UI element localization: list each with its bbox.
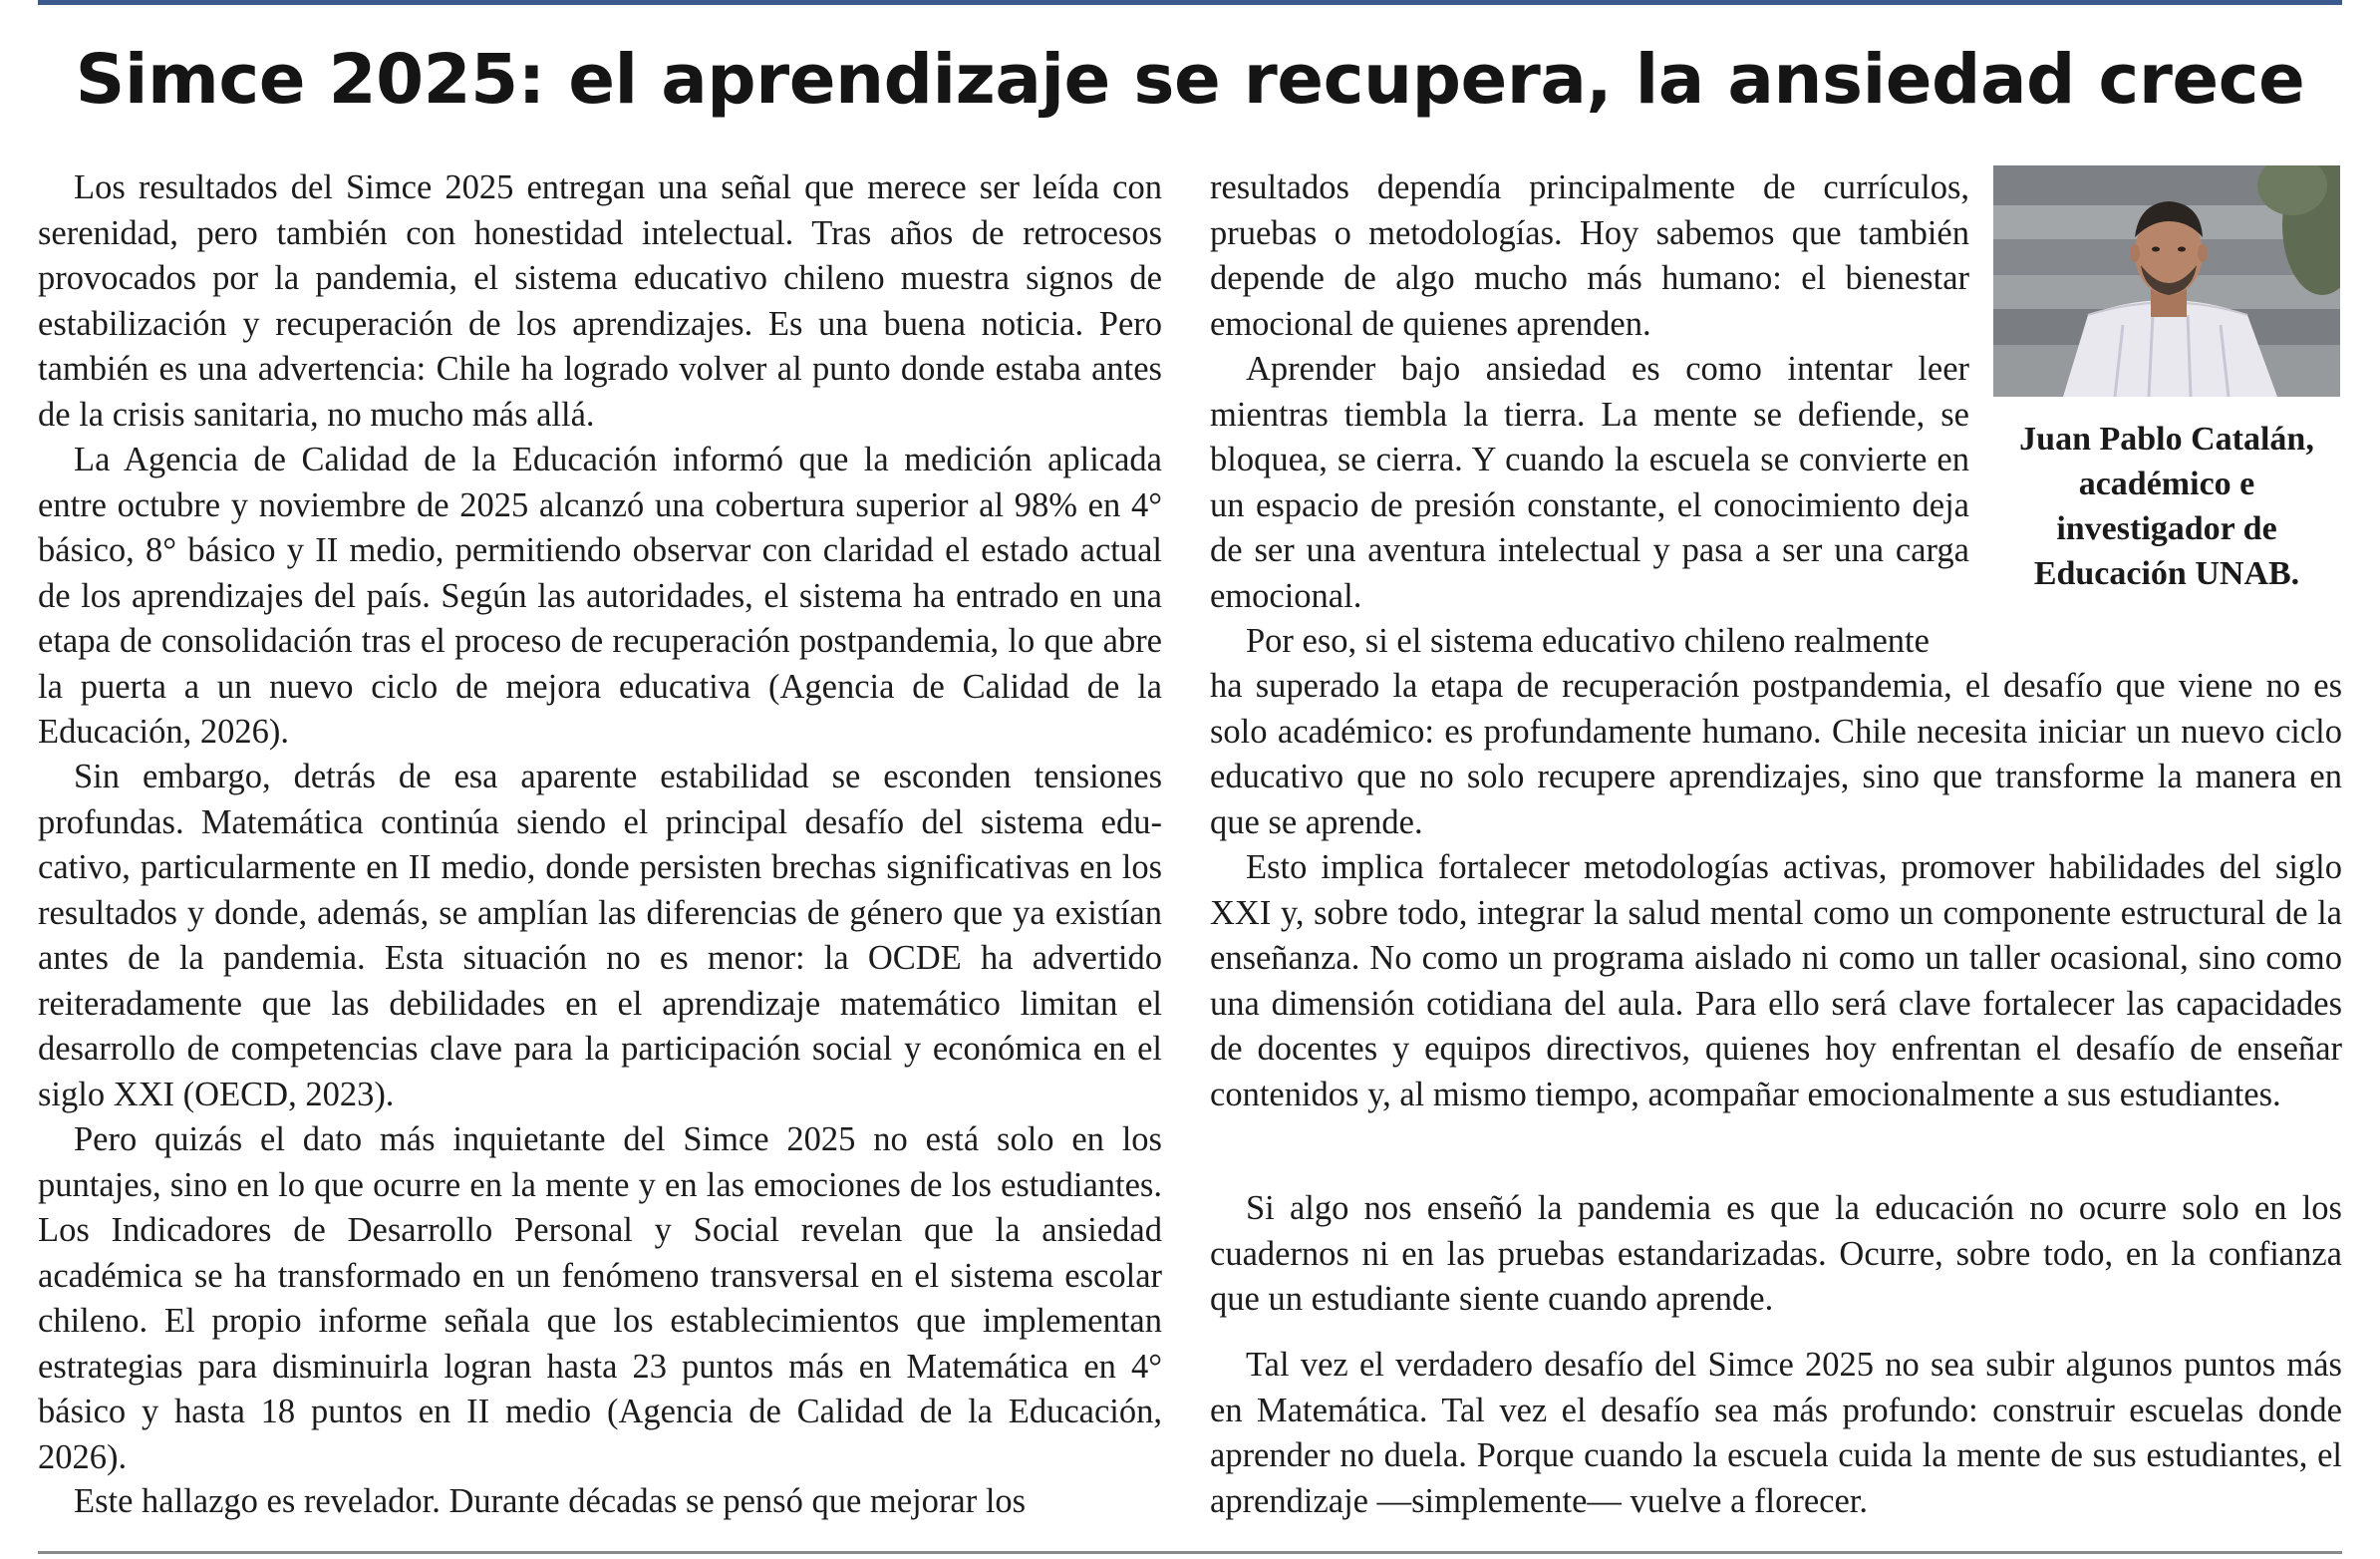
paragraph-3: Sin embargo, detrás de esa aparente estabilidad se esconden tensiones profundas. Matemática continúa siendo el principal desafío del sistema educativo, particularmente en II medio, donde persisten brechas significativas en los resultados y donde, además, se amplían las diferencias de género que ya existían antes de la pandemia. Esta situación no es menor: la OCDE ha advertido reiteradamente que las debilidades en el aprendizaje matemático limitan el desarrollo de competencias clave para la participación social y económica en el siglo XXI (OECD, 2023). xyxy=(38,758,1162,1113)
paragraph-4: Pero quizás el dato más inquietante del Simce 2025 no está solo en los puntajes, sino en lo que ocurre en la mente y en las emociones de los estudiantes. Los Indicadores de Desarrollo Personal y Social revelan que la ansiedad académica se ha transformado en un fenómeno transversal en el sistema escolar chileno. El propio informe señala que los establecimientos que implementan estrategias para disminuirla logran hasta 23 puntos más en Matemática en 4° básico y hasta 18 puntos en II medio (Agencia de Calidad de la Educación, 2026). xyxy=(38,1120,1162,1476)
author-role-line-3: Educación UNAB. xyxy=(2033,555,2300,592)
paragraph-2: La Agencia de Calidad de la Educación informó que la medición aplicada entre octubre y noviembre de 2025 alcanzó una cobertura superior al 98% en 4° básico, 8° básico y II medio, permitiendo observar con claridad el estado actual de los aprendizajes del país. Según las autoridades, el sistema ha entrado en una etapa de consolidación tras el proceso de recuperación postpandemia, lo que abre la puerta a un nuevo ciclo de mejora educativa (Agencia de Calidad de la Educación, 2026). xyxy=(38,441,1162,751)
author-photo xyxy=(1993,165,2340,397)
author-role-line-2: investigador de xyxy=(2056,510,2277,547)
paragraph-11: Si algo nos enseñó la pandemia es que la educación no ocurre solo en los cuadernos ni en las pruebas estandarizadas. Ocurre, sobre todo, en la confianza que un estudiante siente cuando aprende. xyxy=(1210,1189,2342,1318)
author-name: Juan Pablo Catalán, xyxy=(2019,421,2314,458)
author-role-line-1: académico e xyxy=(2078,466,2255,502)
paragraph-9: ha superado la etapa de recuperación postpandemia, el desafío que viene no es solo académico: es profundamente humano. Chile necesita iniciar un nuevo ciclo educativo que no solo recupere aprendizajes, sino que transforme la manera en que se aprende. xyxy=(1210,667,2342,841)
bottom-rule xyxy=(38,1551,2342,1554)
top-rule xyxy=(38,0,2342,5)
paragraph-5: Este hallazgo es revelador. Durante décadas se pensó que mejorar los xyxy=(74,1482,1027,1520)
paragraph-7: Aprender bajo ansiedad es como intentar leer mientras tiembla la tierra. La mente se defiende, se bloquea, se cierra. Y cuando la escuela se convierte en un espacio de presión constante, el conocimiento deja de ser una aventura intelectual y pasa a ser una carga emocional. xyxy=(1210,350,1969,615)
article-headline: Simce 2025: el aprendizaje se recupera, la ansiedad crece xyxy=(75,40,2305,120)
paragraph-6: resultados dependía principalmente de currículos, pruebas o metodologías. Hoy sabemos que también depende de algo mucho más humano: el bienestar emocional de quienes aprenden. xyxy=(1210,168,1969,343)
paragraph-1: Los resultados del Simce 2025 entregan una señal que merece ser leída con serenidad, pero también con honestidad intelectual. Tras años de retrocesos provocados por la pandemia, el sistema educativo chileno muestra signos de estabilización y recuperación de los aprendizajes. Es una buena noticia. Pero también es una advertencia: Chile ha logrado volver al punto donde estaba antes de la crisis sanitaria, no mucho más allá. xyxy=(38,168,1162,434)
paragraph-12: Tal vez el verdadero desafío del Simce 2025 no sea subir algunos puntos más en Matemática. Tal vez el desafío sea más profundo: construir escuelas donde aprender no duela. Porque cuando la escuela cuida la mente de sus estudiantes, el aprendizaje —simplemente— vuelve a florecer. xyxy=(1210,1346,2342,1520)
paragraph-8: Por eso, si el sistema educativo chileno realmente xyxy=(1246,622,1930,660)
author-portrait-icon xyxy=(1993,165,2340,397)
paragraph-10: Esto implica fortalecer metodologías activas, promover habilidades del siglo XXI y, sobre todo, integrar la salud mental como un componente estructural de la enseñanza. No como un programa aislado ni como un taller ocasional, sino como una dimensión cotidiana del aula. Para ello será clave fortalecer las capacidades de docentes y equipos directivos, quienes hoy enfrentan el desafío de enseñar contenidos y, al mismo tiempo, acompañar emocionalmente a sus estudiantes. xyxy=(1210,848,2342,1113)
author-caption xyxy=(1993,417,2340,596)
